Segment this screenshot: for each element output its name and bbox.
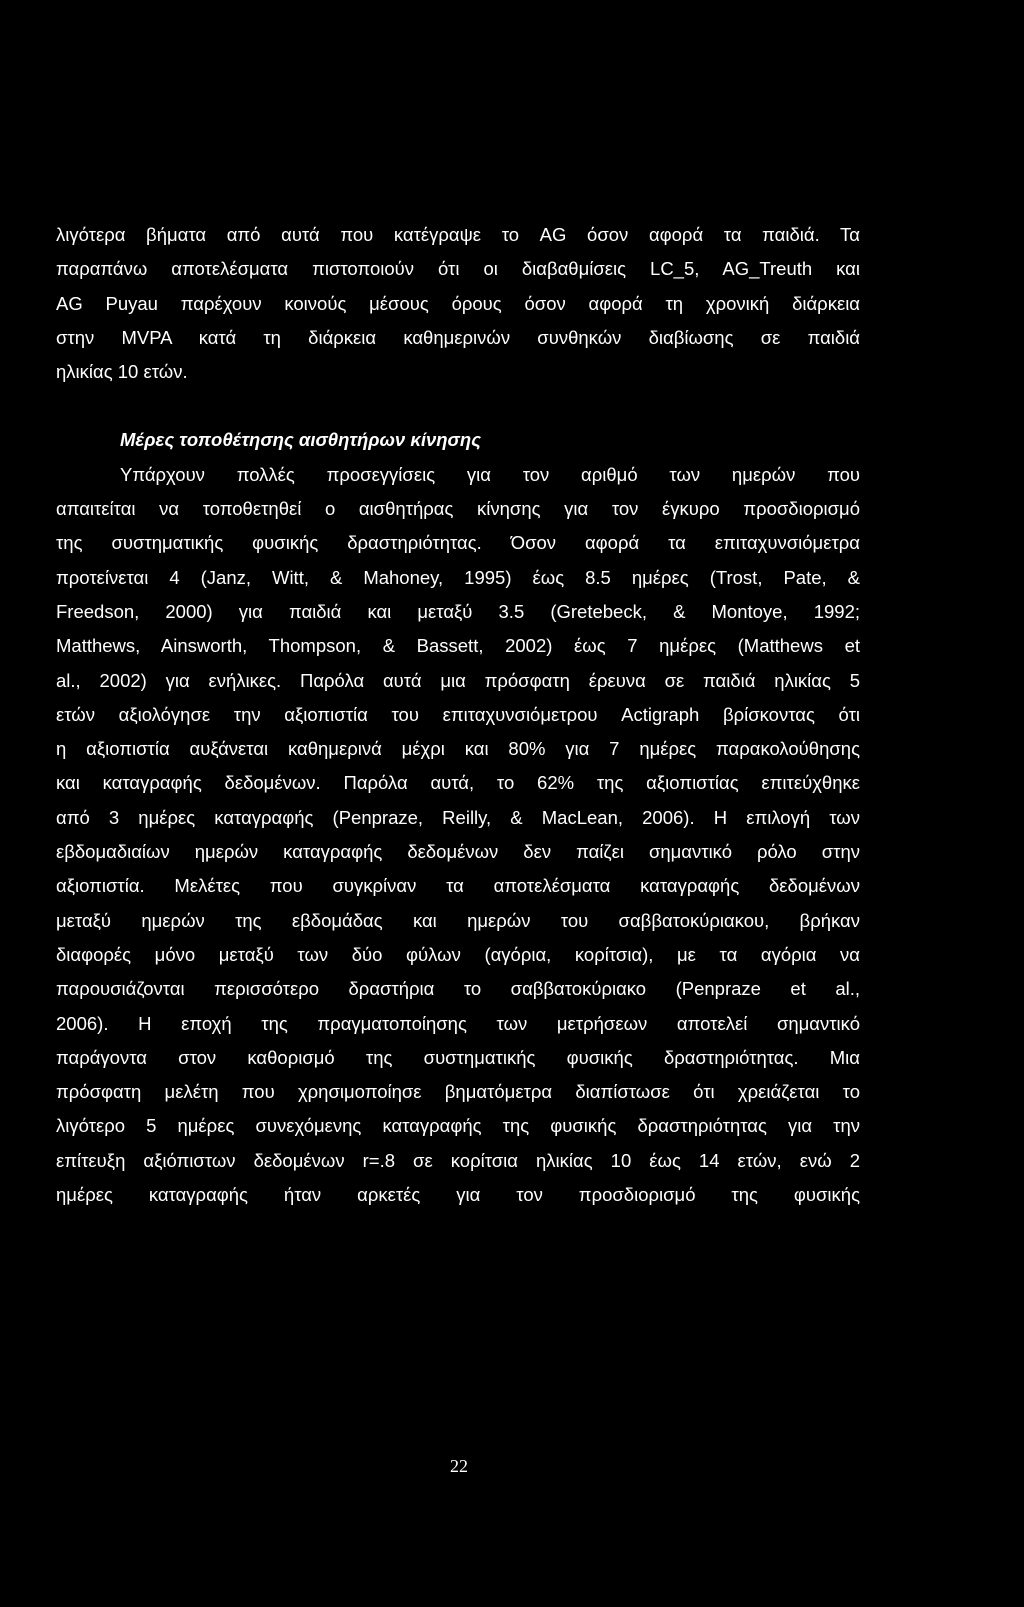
text-line: ετών αξιολόγησε την αξιοπιστία του επιταχυνσιόμετρου Actigraph βρίσκοντας ότι: [56, 703, 860, 725]
paragraph-2: [56, 458, 860, 1213]
section-heading: Μέρες τοποθέτησης αισθητήρων κίνησης: [120, 429, 481, 451]
text-line: παράγοντα στον καθορισμό της συστηματικής φυσικής δραστηριότητας. Μια: [56, 1046, 860, 1068]
text-line: της συστηματικής φυσικής δραστηριότητας. Όσον αφορά τα επιταχυνσιόμετρα: [56, 532, 860, 554]
text-line: διαφορές μόνο μεταξύ των δύο φύλων (αγόρια, κορίτσια), με τα αγόρια να: [56, 943, 860, 965]
text-line: προτείνεται 4 (Janz, Witt, & Mahoney, 1995) έως 8.5 ημέρες (Trost, Pate, &: [56, 566, 860, 588]
paragraph-1: [56, 218, 860, 389]
document-body: [56, 218, 860, 1212]
text-line: και καταγραφής δεδομένων. Παρόλα αυτά, το 62% της αξιοπιστίας επιτεύχθηκε: [56, 772, 860, 794]
text-line: λιγότερο 5 ημέρες συνεχόμενης καταγραφής της φυσικής δραστηριότητας για την: [56, 1115, 860, 1137]
text-line: ηλικίας 10 ετών.: [56, 361, 188, 383]
text-line: μεταξύ ημερών της εβδομάδας και ημερών του σαββατοκύριακου, βρήκαν: [56, 909, 860, 931]
text-line: η αξιοπιστία αυξάνεται καθημερινά μέχρι και 80% για 7 ημέρες παρακολούθησης: [56, 738, 860, 760]
text-line: 2006). Η εποχή της πραγματοποίησης των μετρήσεων αποτελεί σημαντικό: [56, 1012, 860, 1034]
text-line: από 3 ημέρες καταγραφής (Penpraze, Reilly, & MacLean, 2006). Η επιλογή των: [56, 806, 860, 828]
text-line: επίτευξη αξιόπιστων δεδομένων r=.8 σε κορίτσια ηλικίας 10 έως 14 ετών, ενώ 2: [56, 1149, 860, 1171]
text-line: παραπάνω αποτελέσματα πιστοποιούν ότι οι διαβαθμίσεις LC_5, AG_Treuth και: [56, 258, 860, 280]
text-line: αξιοπιστία. Μελέτες που συγκρίναν τα αποτελέσματα καταγραφής δεδομένων: [56, 875, 860, 897]
page-number: 22: [450, 1456, 468, 1476]
text-line: Freedson, 2000) για παιδιά και μεταξύ 3.5 (Gretebeck, & Montoye, 1992;: [56, 600, 860, 622]
text-line: Matthews, Ainsworth, Thompson, & Bassett, 2002) έως 7 ημέρες (Matthews et: [56, 635, 860, 657]
text-line: Υπάρχουν πολλές προσεγγίσεις για τον αριθμό των ημερών που: [120, 463, 860, 485]
text-line: στην MVPA κατά τη διάρκεια καθημερινών συνθηκών διαβίωσης σε παιδιά: [56, 326, 860, 348]
text-line: al., 2002) για ενήλικες. Παρόλα αυτά μια πρόσφατη έρευνα σε παιδιά ηλικίας 5: [56, 669, 860, 691]
text-line: πρόσφατη μελέτη που χρησιμοποίησε βηματόμετρα διαπίστωσε ότι χρειάζεται το: [56, 1081, 860, 1103]
text-line: λιγότερα βήματα από αυτά που κατέγραψε το AG όσον αφορά τα παιδιά. Τα: [56, 224, 860, 245]
text-line: AG Puyau παρέχουν κοινούς μέσους όρους όσον αφορά τη χρονική διάρκεια: [56, 292, 860, 314]
text-line: απαιτείται να τοποθετηθεί ο αισθητήρας κίνησης για τον έγκυρο προσδιορισμό: [56, 498, 860, 520]
text-line: εβδομαδιαίων ημερών καταγραφής δεδομένων δεν παίζει σημαντικό ρόλο στην: [56, 841, 860, 863]
text-line: παρουσιάζονται περισσότερο δραστήρια το σαββατοκύριακο (Penpraze et al.,: [56, 978, 860, 1000]
text-line: ημέρες καταγραφής ήταν αρκετές για τον προσδιορισμό της φυσικής: [56, 1184, 860, 1206]
